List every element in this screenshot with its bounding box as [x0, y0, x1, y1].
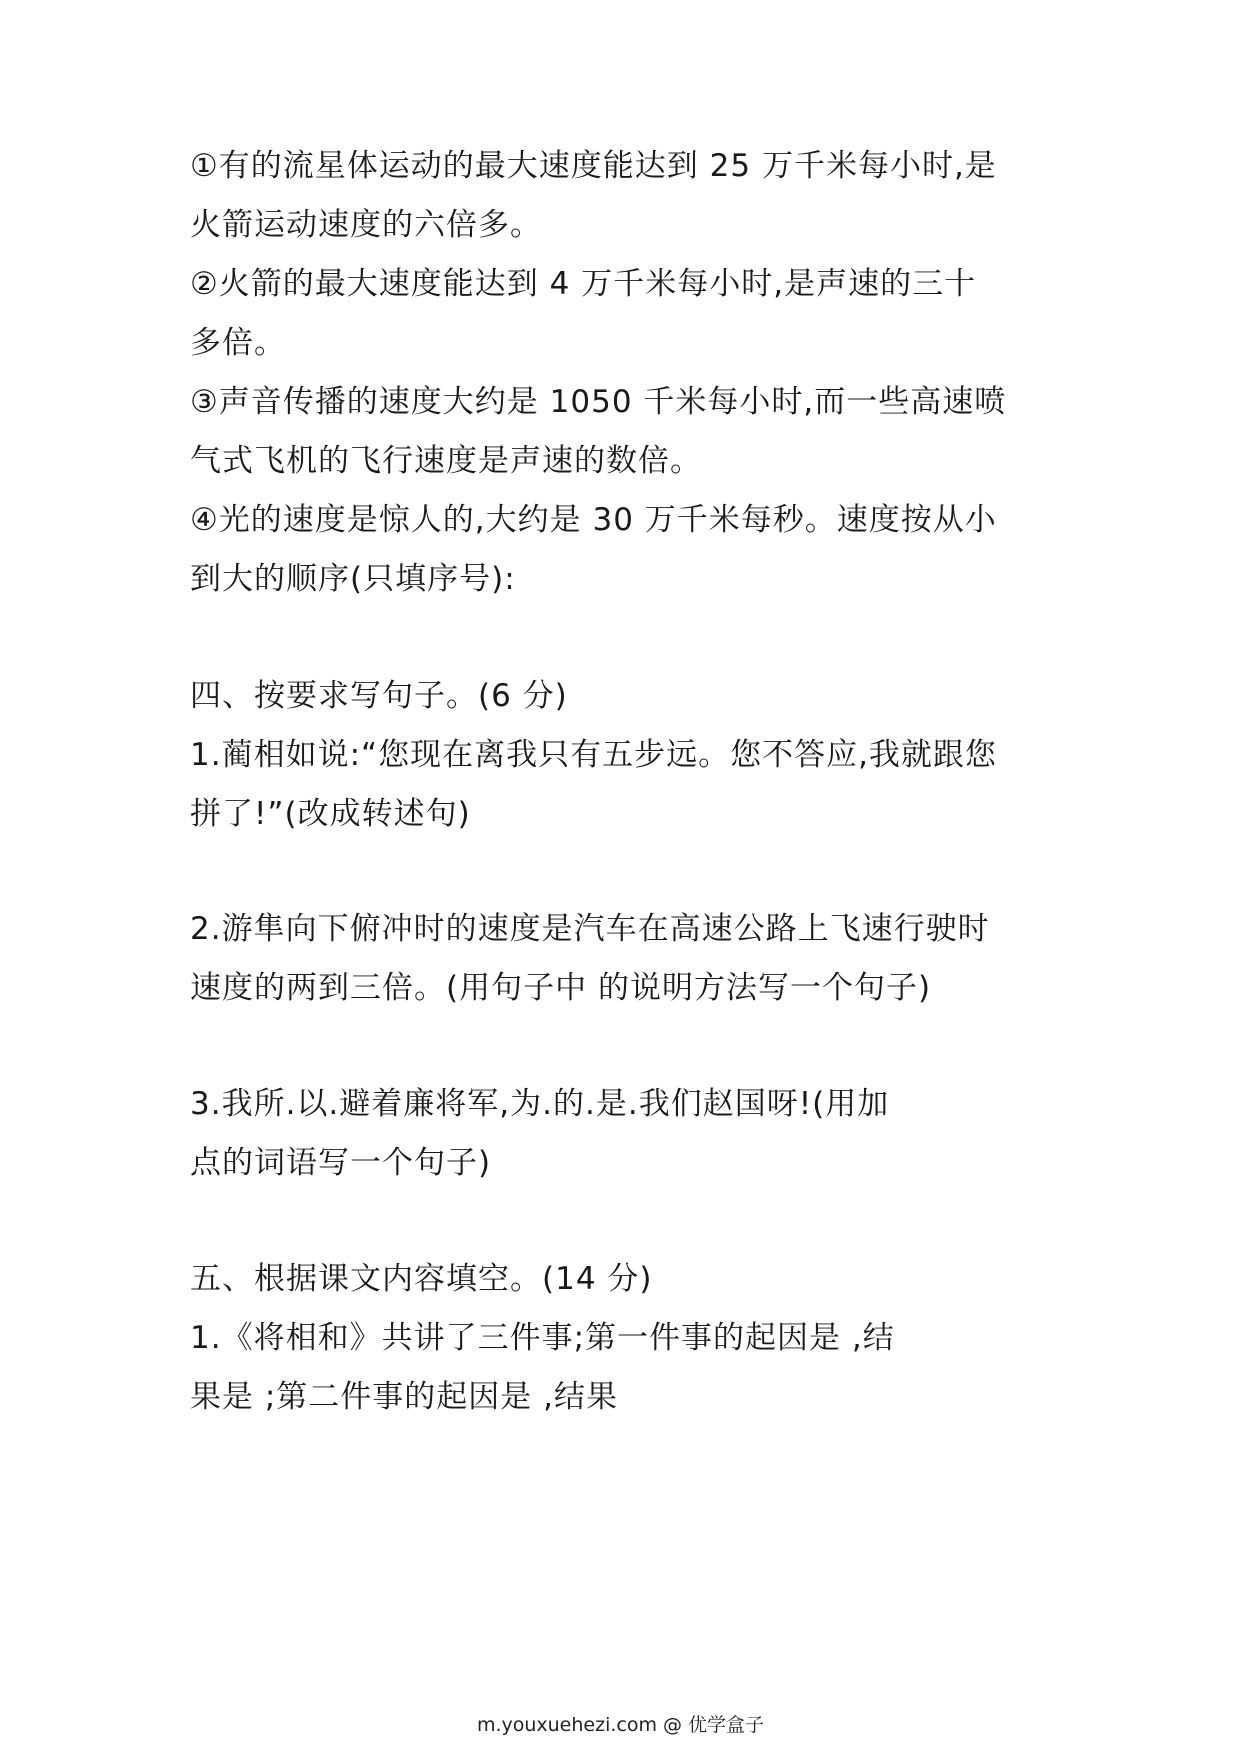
- item-4-line-1: ④光的速度是惊人的,大约是 30 万千米每秒。速度按从小: [190, 502, 997, 538]
- section4-heading: 四、按要求写句子。(6 分): [190, 678, 568, 714]
- item-3-line-1: ③声音传播的速度大约是 1050 千米每小时,而一些高速喷: [190, 384, 1007, 420]
- section4-q2-line-2: 速度的两到三倍。(用句子中 的说明方法写一个句子): [190, 970, 932, 1006]
- item-1-line-2: 火箭运动速度的六倍多。: [190, 207, 542, 243]
- item-4-line-2: 到大的顺序(只填序号):: [190, 561, 516, 597]
- item-2-line-2: 多倍。: [190, 325, 286, 361]
- section4-q2-line-1: 2.游隼向下俯冲时的速度是汽车在高速公路上飞速行驶时: [190, 911, 990, 947]
- section4-q1-line-1: 1.蔺相如说:“您现在离我只有五步远。您不答应,我就跟您: [190, 737, 997, 773]
- section4-q3-line-2: 点的词语写一个句子): [190, 1145, 492, 1181]
- section4-q3-line-1: 3.我所.以.避着廉将军,为.的.是.我们赵国呀!(用加: [190, 1086, 890, 1122]
- item-1-line-1: ①有的流星体运动的最大速度能达到 25 万千米每小时,是: [190, 148, 997, 184]
- section5-q1-line-1: 1.《将相和》共讲了三件事;第一件事的起因是 ,结: [190, 1320, 895, 1356]
- section4-q1-line-2: 拼了!”(改成转述句): [190, 796, 471, 832]
- section5-q1-line-2: 果是 ;第二件事的起因是 ,结果: [190, 1379, 619, 1415]
- footer-watermark: m.youxuehezi.com @ 优学盒子: [476, 1714, 765, 1736]
- item-3-line-2: 气式飞机的飞行速度是声速的数倍。: [190, 443, 702, 479]
- section5-heading: 五、根据课文内容填空。(14 分): [190, 1261, 653, 1297]
- item-2-line-1: ②火箭的最大速度能达到 4 万千米每小时,是声速的三十: [190, 266, 977, 302]
